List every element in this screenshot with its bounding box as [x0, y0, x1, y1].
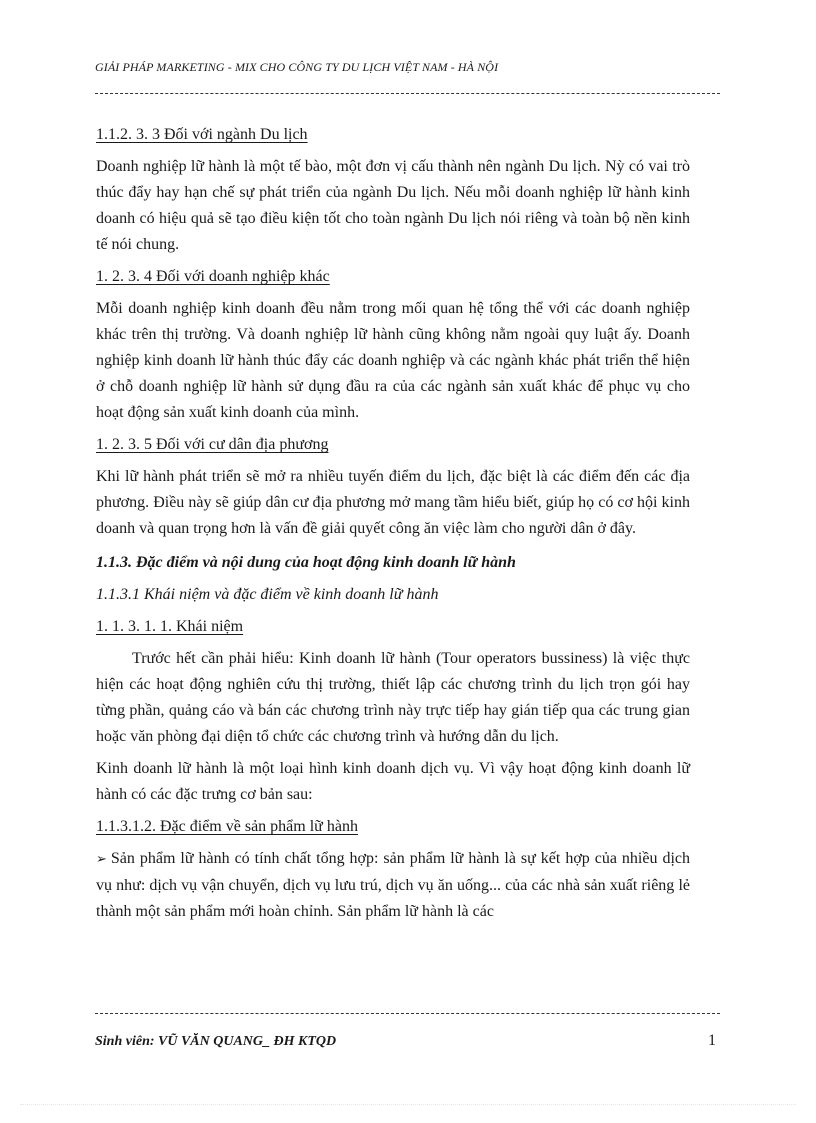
header-divider — [95, 93, 720, 94]
paragraph-local-residents: Khi lữ hành phát triển sẽ mở ra nhiều tuyến điểm du lịch, đặc biệt là các điểm đến các địa phương. Điều này sẽ giúp dân cư địa phương mở mang tầm hiểu biết, giúp họ có cơ hội kinh doanh và quan trọng hơn là vấn đề giải quyết công ăn việc làm cho người dân ở đây. — [96, 468, 690, 537]
paragraph-other-businesses: Mỗi doanh nghiệp kinh doanh đều nằm trong mối quan hệ tổng thể với các doanh nghiệp khác trên thị trường. Và doanh nghiệp lữ hành cũng không nằm ngoài quy luật ấy. Doanh nghiệp kinh doanh lữ hành thúc đẩy các doanh nghiệp và các ngành khác phát triển thể hiện ở chỗ doanh nghiệp lữ hành sử dụng đầu ra của các ngành sản xuất khác để phục vụ cho hoạt động sản xuất kinh doanh của mình. — [96, 300, 690, 421]
subsection-heading-concept: 1.1.3.1 Khái niệm và đặc điểm về kinh doanh lữ hành — [96, 586, 439, 603]
arrowhead-bullet-icon: ➢ — [96, 852, 107, 867]
section-heading-definition: 1. 1. 3. 1. 1. Khái niệm — [96, 618, 244, 635]
footer-divider — [95, 1013, 720, 1014]
section-heading-tourism-industry: 1.1.2. 3. 3 Đối với ngành Du lịch — [96, 126, 308, 143]
page-edge-dots — [20, 1104, 796, 1105]
page-body — [96, 122, 690, 925]
bullet-item-text: Sản phẩm lữ hành có tính chất tổng hợp: sản phẩm lữ hành là sự kết hợp của nhiều dịch vụ như: dịch vụ vận chuyển, dịch vụ lưu trú, dịch vụ ăn uống... của các nhà sản xuất riêng lẻ thành một sản phẩm mới hoàn chỉnh. Sản phẩm lữ hành là các — [96, 850, 690, 920]
section-heading-characteristics: 1.1.3. Đặc điểm và nội dung của hoạt động kinh doanh lữ hành — [96, 554, 516, 571]
section-heading-local-residents: 1. 2. 3. 5 Đối với cư dân địa phương — [96, 436, 329, 453]
footer-student-name: Sinh viên: VŨ VĂN QUANG_ ĐH KTQD — [95, 1034, 337, 1049]
page-number: 1 — [708, 1032, 716, 1049]
section-heading-product-features: 1.1.3.1.2. Đặc điểm về sản phẩm lữ hành — [96, 818, 358, 835]
section-heading-other-businesses: 1. 2. 3. 4 Đối với doanh nghiệp khác — [96, 268, 330, 285]
bullet-item-product — [96, 846, 690, 925]
running-header: GIẢI PHÁP MARKETING - MIX CHO CÔNG TY DU LỊCH VIỆT NAM - HÀ NỘI — [95, 60, 499, 74]
paragraph-tourism-industry: Doanh nghiệp lữ hành là một tế bào, một đơn vị cấu thành nên ngành Du lịch. Nỳ có vai trò thúc đẩy hay hạn chế sự phát triển của ngành Du lịch. Nếu mỗi doanh nghiệp lữ hành kinh doanh có hiệu quả sẽ tạo điều kiện tốt cho toàn ngành Du lịch nói riêng và toàn bộ nền kinh tế nói chung. — [96, 158, 690, 253]
paragraph-service-business: Kinh doanh lữ hành là một loại hình kinh doanh dịch vụ. Vì vậy hoạt động kinh doanh lữ hành có các đặc trưng cơ bản sau: — [96, 760, 690, 803]
paragraph-definition: Trước hết cần phải hiểu: Kinh doanh lữ hành (Tour operators bussiness) là việc thực hiện các hoạt động nghiên cứu thị trường, thiết lập các chương trình du lịch trọn gói hay từng phần, quảng cáo và bán các chương trình này trực tiếp hay gián tiếp qua các trung gian hoặc văn phòng đại diện tổ chức các chương trình và hướng dẫn du lịch. — [96, 650, 690, 745]
